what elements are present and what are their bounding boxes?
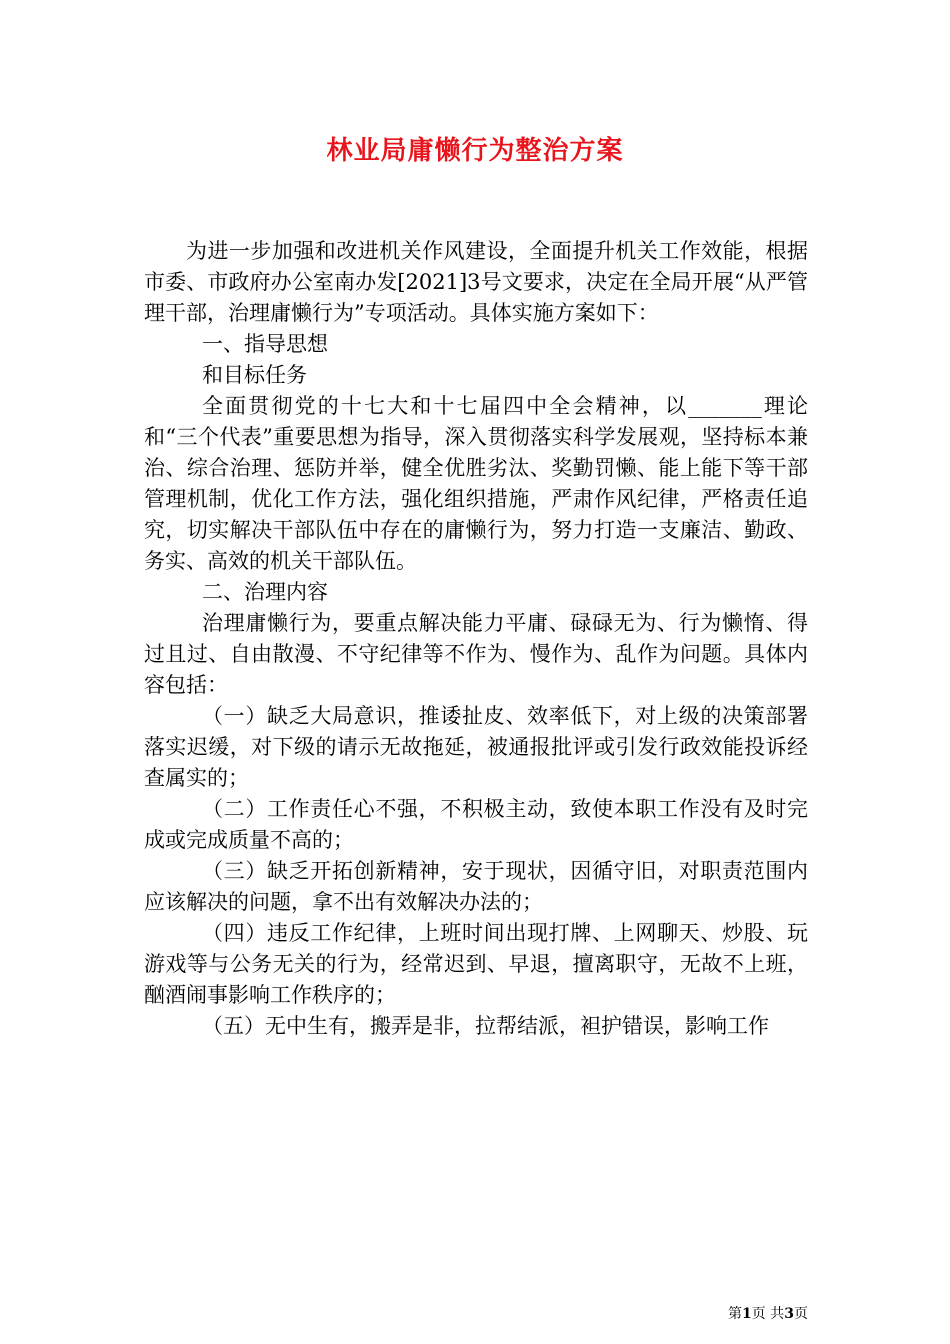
- list-item-3: （三）缺乏开拓创新精神，安于现状，因循守旧，对职责范围内应该解决的问题，拿不出有效解决办法的；: [144, 859, 808, 914]
- list-item-4: （四）违反工作纪律，上班时间出现打牌、上网聊天、炒股、玩游戏等与公务无关的行为，经常迟到、早退，擅离职守，无故不上班，酗酒闹事影响工作秩序的；: [144, 921, 808, 1007]
- section-heading-governance-content: 二、治理内容: [202, 580, 328, 604]
- document-body: [144, 236, 808, 1042]
- footer-middle: 页 共: [751, 1306, 785, 1322]
- governance-content-paragraph: 治理庸懒行为，要重点解决能力平庸、碌碌无为、行为懒惰、得过且过、自由散漫、不守纪律等不作为、慢作为、乱作为问题。具体内容包括：: [144, 611, 808, 697]
- guiding-thought-paragraph: 全面贯彻党的十七大和十七届四中全会精神，以_______理论和“三个代表”重要思想为指导，深入贯彻落实科学发展观，坚持标本兼治、综合治理、惩防并举，健全优胜劣汰、奖勤罚懒、能上能下等干部管理机制，优化工作方法，强化组织措施，严肃作风纪律，严格责任追究，切实解决干部队伍中存在的庸懒行为，努力打造一支廉洁、勤政、务实、高效的机关干部队伍。: [144, 394, 808, 573]
- page-footer: [690, 1303, 808, 1323]
- current-page-number: 1: [742, 1306, 752, 1322]
- list-item-2: （二）工作责任心不强，不积极主动，致使本职工作没有及时完成或完成质量不高的；: [144, 797, 808, 852]
- section-heading-guiding-thought: 一、指导思想: [202, 332, 328, 356]
- total-page-number: 3: [784, 1306, 794, 1322]
- intro-paragraph: 为进一步加强和改进机关作风建设，全面提升机关工作效能，根据市委、市政府办公室南办发[2021]3号文要求，决定在全局开展“从严管理干部，治理庸懒行为”专项活动。具体实施方案如下：: [144, 239, 808, 325]
- list-item-1: （一）缺乏大局意识，推诿扯皮、效率低下，对上级的决策部署落实迟缓，对下级的请示无故拖延，被通报批评或引发行政效能投诉经查属实的；: [144, 704, 808, 790]
- section-heading-goals: 和目标任务: [202, 363, 307, 387]
- document-title: 林业局庸懒行为整治方案: [326, 136, 624, 166]
- footer-suffix: 页: [794, 1306, 808, 1322]
- list-item-5: （五）无中生有，搬弄是非，拉帮结派，袒护错误，影响工作: [202, 1014, 769, 1038]
- footer-prefix: 第: [728, 1306, 743, 1322]
